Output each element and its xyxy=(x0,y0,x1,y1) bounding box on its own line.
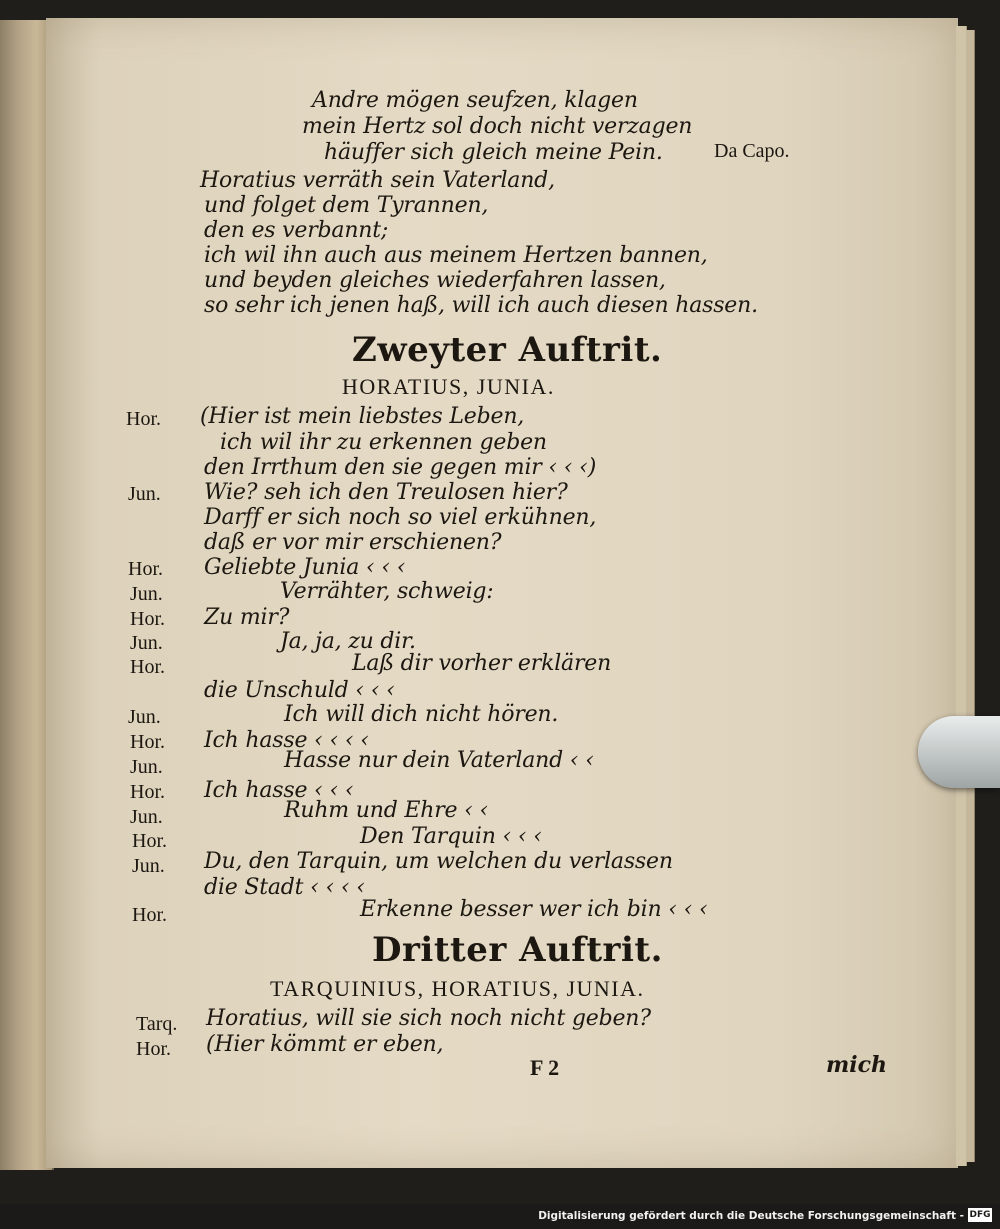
speaker: Jun. xyxy=(130,806,163,828)
dialogue-line: Ruhm und Ehre ‹ ‹ xyxy=(284,798,489,823)
dialogue-line: Verrähter, schweig: xyxy=(280,579,494,604)
signature-mark: F 2 xyxy=(530,1055,560,1080)
speaker: Jun. xyxy=(128,483,161,505)
speaker: Hor. xyxy=(130,656,165,678)
dialogue-line: (Hier ist mein liebstes Leben, xyxy=(200,404,525,429)
speaker: Hor. xyxy=(128,558,163,580)
scene-heading: Zweyter Auftrit. xyxy=(352,330,663,370)
speaker: Jun. xyxy=(128,706,161,728)
speaker: Jun. xyxy=(132,855,165,877)
dialogue-line: Ja, ja, zu dir. xyxy=(280,629,416,654)
scene-characters: TARQUINIUS, HORATIUS, JUNIA. xyxy=(270,976,645,1001)
dialogue-line: Erkenne besser wer ich bin ‹ ‹ ‹ xyxy=(360,897,708,922)
dfg-logo: DFG xyxy=(969,1210,991,1220)
dialogue-line: Geliebte Junia ‹ ‹ ‹ xyxy=(204,555,406,580)
speaker: Hor. xyxy=(136,1038,171,1060)
page-stack-edge xyxy=(966,30,975,1162)
dialogue-line: Hasse nur dein Vaterland ‹ ‹ xyxy=(284,748,594,773)
dialogue-line: die Unschuld ‹ ‹ ‹ xyxy=(204,678,395,703)
dialogue-line: Ich hasse ‹ ‹ ‹ xyxy=(204,778,354,803)
dialogue-line: Horatius, will sie sich noch nicht geben? xyxy=(206,1006,651,1031)
dialogue-line: die Stadt ‹ ‹ ‹ ‹ xyxy=(204,875,365,900)
speaker: Jun. xyxy=(130,756,163,778)
dialogue-line: Ich hasse ‹ ‹ ‹ ‹ xyxy=(204,728,369,753)
aria-line: mein Hertz sol doch nicht verzagen xyxy=(302,114,693,139)
recit-line: und folget dem Tyrannen, xyxy=(204,193,489,218)
scene-characters: HORATIUS, JUNIA. xyxy=(342,374,555,399)
page-clip xyxy=(918,716,1000,788)
dialogue-line: den Irrthum den sie gegen mir ‹ ‹ ‹) xyxy=(204,455,597,480)
dialogue-line: Ich will dich nicht hören. xyxy=(284,702,559,727)
dialogue-line: Den Tarquin ‹ ‹ ‹ xyxy=(360,824,542,849)
recit-line: und beyden gleiches wiederfahren lassen, xyxy=(204,268,666,293)
dialogue-line: daß er vor mir erschienen? xyxy=(204,530,502,555)
dialogue-line: Zu mir? xyxy=(204,605,290,630)
dialogue-line: (Hier kömmt er eben, xyxy=(206,1032,444,1057)
dialogue-line: Du, den Tarquin, um welchen du verlassen xyxy=(204,849,673,874)
speaker: Jun. xyxy=(130,632,163,654)
digitization-credit: Digitalisierung gefördert durch die Deutsche Forschungsgemeinschaft - xyxy=(538,1210,964,1222)
aria-line: Andre mögen seufzen, klagen xyxy=(312,88,638,113)
recit-line: den es verbannt; xyxy=(204,218,389,243)
recit-line: ich wil ihn auch aus meinem Hertzen bannen, xyxy=(204,243,708,268)
speaker: Hor. xyxy=(132,830,167,852)
speaker: Jun. xyxy=(130,583,163,605)
catchword: mich xyxy=(826,1052,888,1078)
da-capo: Da Capo. xyxy=(714,140,790,162)
speaker: Tarq. xyxy=(136,1013,178,1035)
dialogue-line: Laß dir vorher erklären xyxy=(352,651,612,676)
scene-heading: Dritter Auftrit. xyxy=(372,930,663,970)
speaker: Hor. xyxy=(130,608,165,630)
dialogue-line: ich wil ihr zu erkennen geben xyxy=(220,430,547,455)
dialogue-line: Wie? seh ich den Treulosen hier? xyxy=(204,480,568,505)
recit-line: so sehr ich jenen haß, will ich auch diesen hassen. xyxy=(204,293,758,318)
speaker: Hor. xyxy=(126,408,161,430)
aria-line: häuffer sich gleich meine Pein. xyxy=(324,140,663,165)
speaker: Hor. xyxy=(130,781,165,803)
speaker: Hor. xyxy=(132,904,167,926)
dialogue-line: Darff er sich noch so viel erkühnen, xyxy=(204,505,597,530)
speaker: Hor. xyxy=(130,731,165,753)
recit-line: Horatius verräth sein Vaterland, xyxy=(200,168,555,193)
